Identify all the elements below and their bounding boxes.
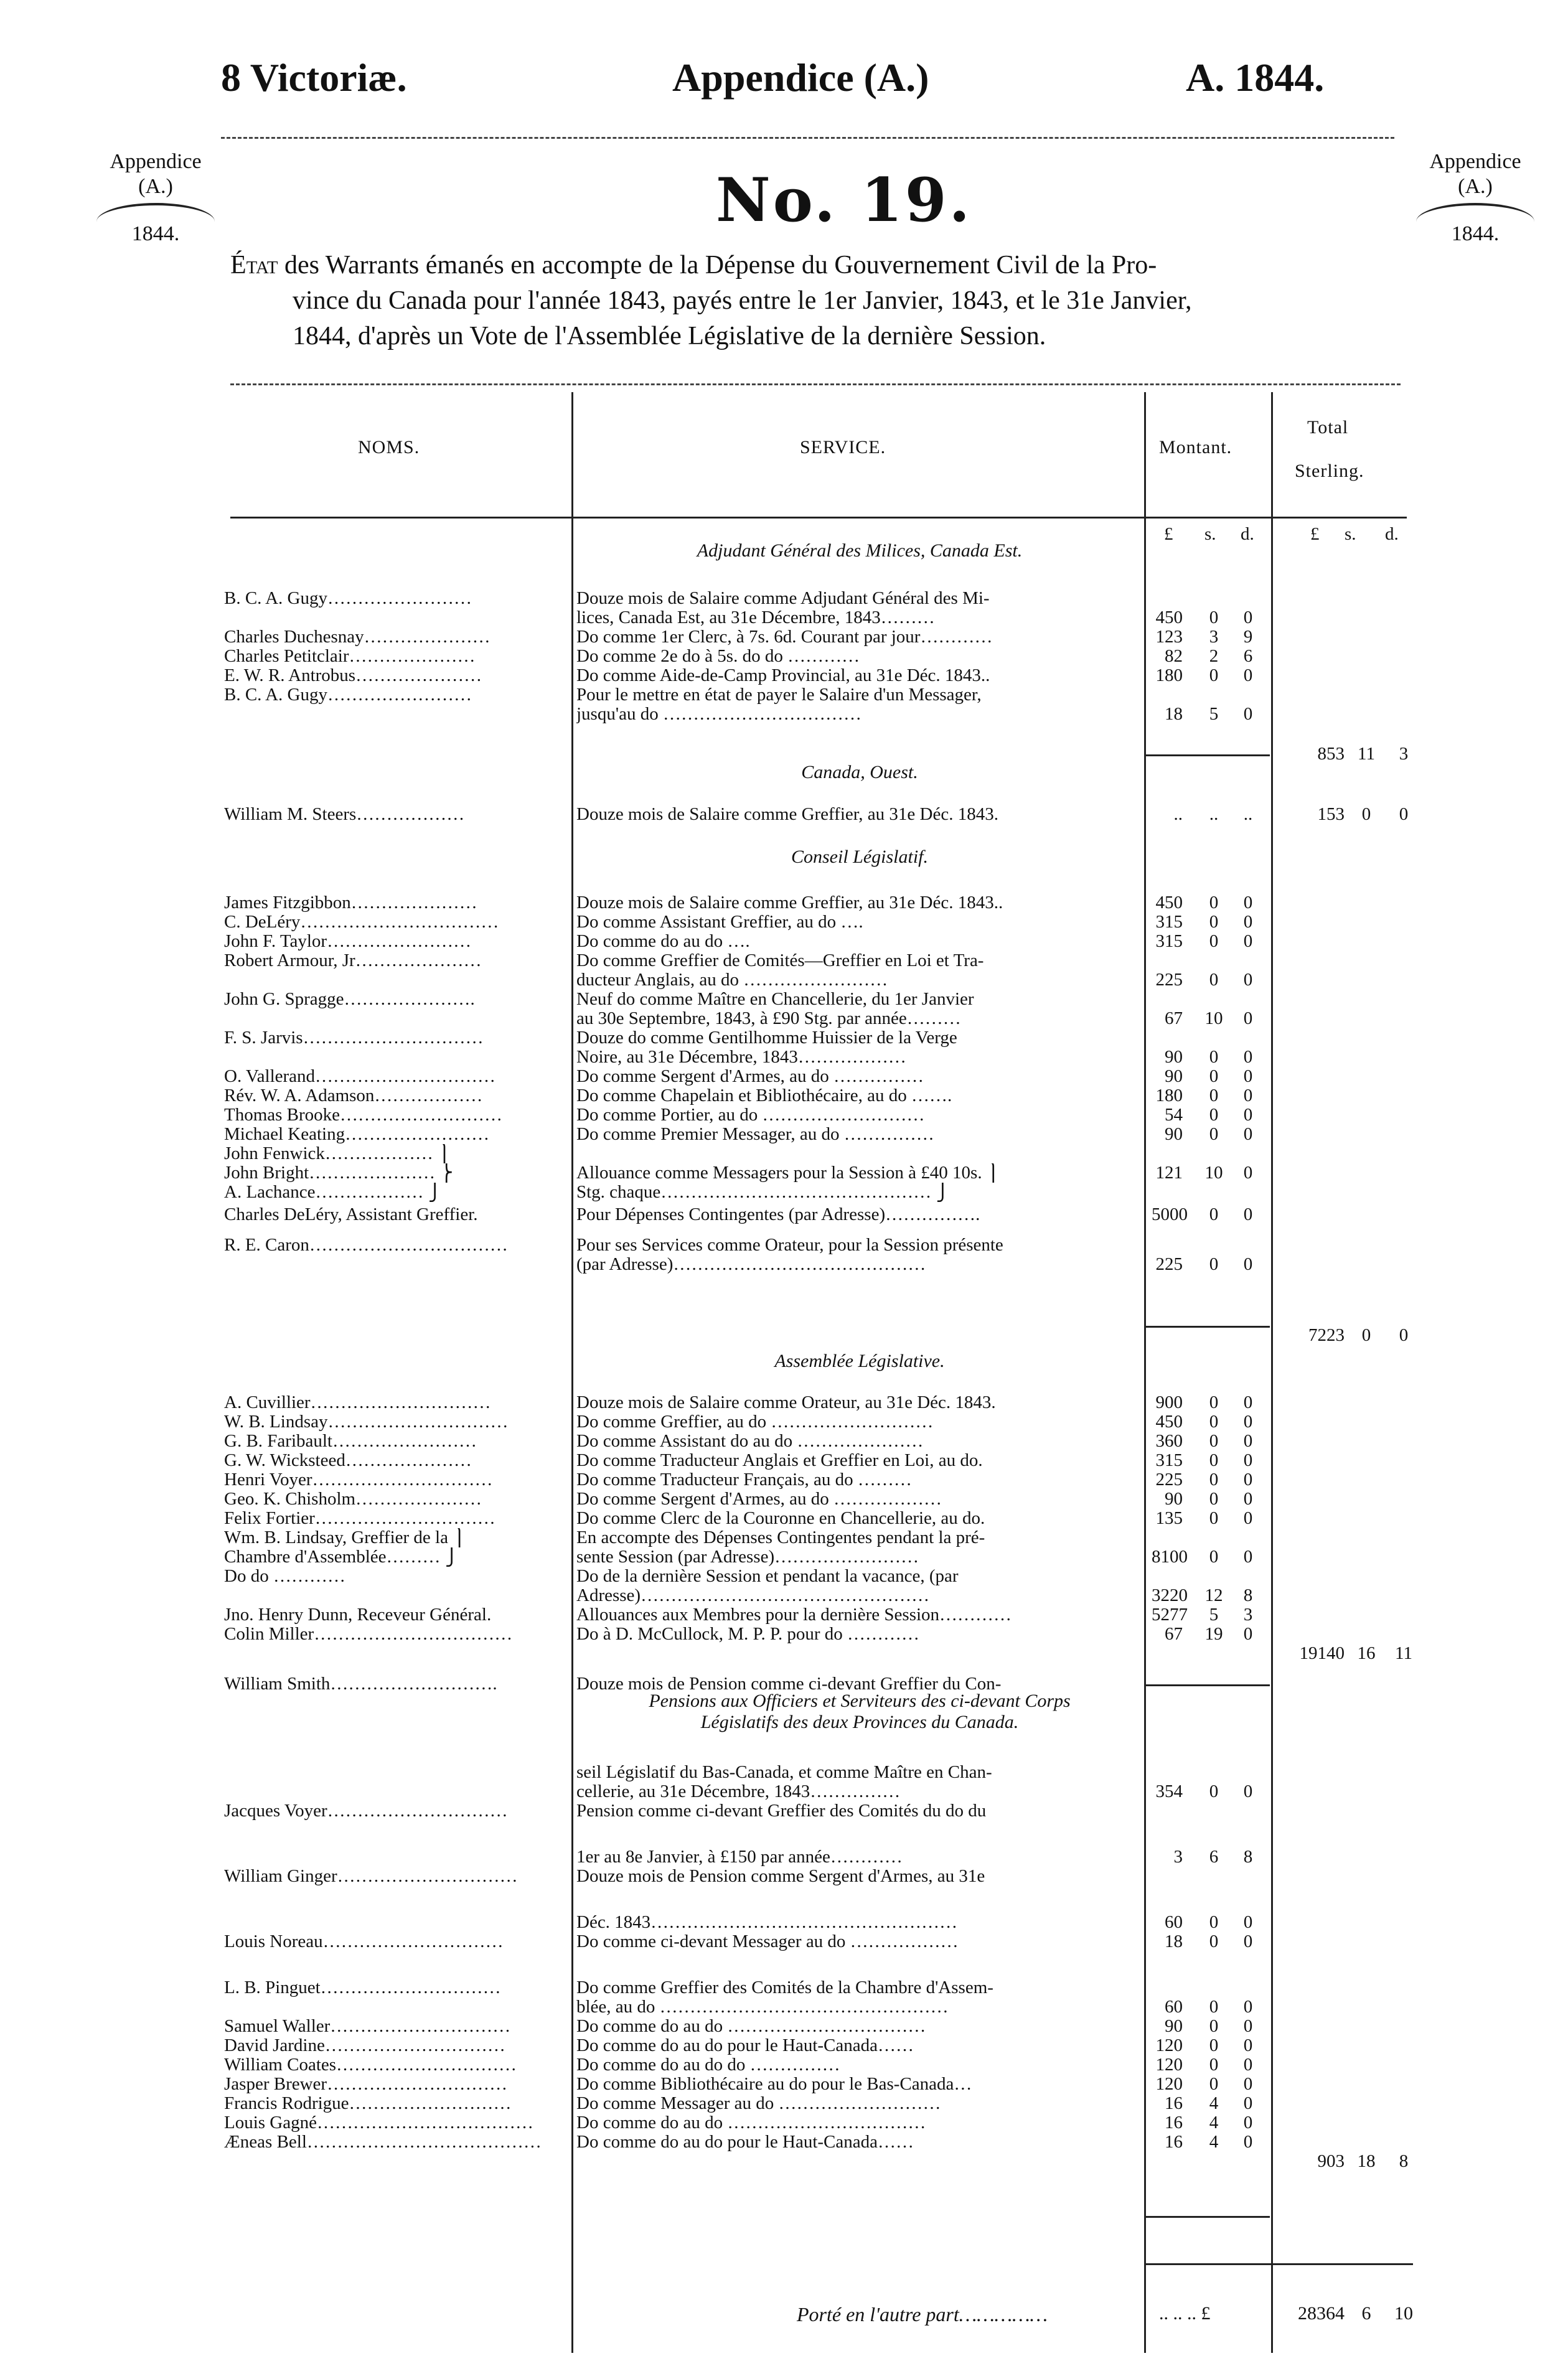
row-service: Douze mois de Pension comme ci-devant Greffier du Con- <box>576 1674 1002 1694</box>
footer-pence: 10 <box>1394 2303 1413 2324</box>
row-amount-pence: 0 <box>1243 1781 1253 1801</box>
row-amount-pence: 0 <box>1243 1624 1253 1644</box>
row-amount-pounds: 180 <box>1155 665 1183 685</box>
col-total-2: Sterling. <box>1295 461 1364 481</box>
row-service: Do comme do au do do …………… <box>576 2055 840 2075</box>
row-name: Wm. B. Lindsay, Greffier de la ⎫ <box>224 1528 466 1547</box>
row-amount-shillings: 0 <box>1209 1392 1219 1412</box>
row-name: Michael Keating…………………… <box>224 1125 490 1144</box>
row-name: David Jardine………………………… <box>224 2036 505 2055</box>
row-amount-pounds: 121 <box>1155 1163 1183 1183</box>
row-name: John Bright………………… ⎬ <box>224 1163 454 1183</box>
subtotal-rule <box>1145 1684 1270 1686</box>
row-total-pounds: 903 <box>1317 2151 1345 2171</box>
row-amount-pounds: .. <box>1173 804 1183 824</box>
row-amount-shillings: 0 <box>1209 2016 1219 2036</box>
row-service: Pour ses Services comme Orateur, pour la Session présente <box>576 1236 1003 1255</box>
row-amount-pence: 0 <box>1243 1124 1253 1144</box>
row-name: Chambre d'Assemblée……… ⎭ <box>224 1547 459 1567</box>
unit-pence-total: d. <box>1385 524 1399 544</box>
row-service: Noire, au 31e Décembre, 1843……………… <box>576 1048 906 1067</box>
row-amount-pounds: 67 <box>1165 1008 1183 1028</box>
row-service: Do comme Portier, au do ……………………… <box>576 1105 925 1125</box>
row-name: William M. Steers……………… <box>224 805 465 824</box>
total-rule <box>1145 2263 1413 2265</box>
row-amount-pence: 0 <box>1243 1066 1253 1086</box>
row-amount-pounds: 900 <box>1155 1392 1183 1412</box>
footer-label: Porté en l'autre part…………… <box>797 2303 1048 2325</box>
row-amount-pounds: 54 <box>1165 1105 1183 1125</box>
row-amount-shillings: 12 <box>1204 1585 1223 1605</box>
row-service: En accompte des Dépenses Contingentes pendant la pré- <box>576 1528 985 1547</box>
row-name: Louis Noreau………………………… <box>224 1932 504 1951</box>
col-montant: Montant. <box>1159 437 1232 458</box>
row-amount-shillings: 0 <box>1209 2055 1219 2075</box>
row-name: A. Cuvillier………………………… <box>224 1393 491 1412</box>
row-name: James Fitzgibbon………………… <box>224 893 477 913</box>
row-amount-pence: 0 <box>1243 1931 1253 1951</box>
row-name: W. B. Lindsay………………………… <box>224 1412 509 1432</box>
row-service: Do comme Assistant do au do ………………… <box>576 1432 924 1451</box>
row-service: Allouance comme Messagers pour la Session à £40 10s. ⎫ <box>576 1163 1000 1183</box>
row-amount-pence: 0 <box>1243 931 1253 951</box>
side-label-sub: (A.) <box>1458 175 1493 198</box>
row-service: Douze mois de Salaire comme Greffier, au 31e Déc. 1843.. <box>576 893 1003 913</box>
row-amount-pence: 0 <box>1243 2016 1253 2036</box>
row-amount-pounds: 16 <box>1165 2132 1183 2152</box>
row-amount-pence: 3 <box>1243 1605 1253 1625</box>
row-service: Do comme do au do …………………………… <box>576 2017 926 2036</box>
row-service: Do comme do au do …………………………… <box>576 2113 926 2133</box>
row-name: E. W. R. Antrobus………………… <box>224 666 482 685</box>
section-heading: Canada, Ouest. <box>801 762 918 782</box>
row-name: Felix Fortier………………………… <box>224 1509 495 1528</box>
subtotal-rule <box>1145 754 1270 756</box>
row-amount-pounds: 450 <box>1155 608 1183 627</box>
row-service: Do comme Messager au do ……………………… <box>576 2094 941 2113</box>
row-amount-shillings: .. <box>1209 804 1219 824</box>
row-amount-pounds: 315 <box>1155 912 1183 932</box>
title-line-2: vince du Canada pour l'année 1843, payés entre le 1er Janvier, 1843, et le 31e Janvier, <box>293 286 1192 315</box>
row-amount-pounds: 67 <box>1165 1624 1183 1644</box>
row-amount-shillings: 3 <box>1209 627 1219 647</box>
row-amount-shillings: 4 <box>1209 2093 1219 2113</box>
col-noms: NOMS. <box>358 437 420 458</box>
col-total-1: Total <box>1307 417 1349 438</box>
row-amount-pounds: 354 <box>1155 1781 1183 1801</box>
row-amount-shillings: 0 <box>1209 1450 1219 1470</box>
row-amount-pounds: 8100 <box>1152 1547 1188 1567</box>
row-amount-pence: 6 <box>1243 646 1253 666</box>
side-label-year: 1844. <box>1451 222 1500 245</box>
row-amount-shillings: 0 <box>1209 608 1219 627</box>
row-name: Jasper Brewer………………………… <box>224 2075 508 2094</box>
side-arc <box>96 203 215 222</box>
row-service: Do comme Sergent d'Armes, au do …………… <box>576 1067 924 1086</box>
row-amount-shillings: 0 <box>1209 1547 1219 1567</box>
row-amount-shillings: 0 <box>1209 1931 1219 1951</box>
row-service: Pour Dépenses Contingentes (par Adresse)……………. <box>576 1205 980 1224</box>
row-service: Adresse)………………………………………… <box>576 1586 930 1605</box>
row-service: Do comme Greffier de Comités—Greffier en Loi et Tra- <box>576 951 984 970</box>
row-total-pence: 8 <box>1399 2151 1409 2171</box>
row-amount-shillings: 4 <box>1209 2132 1219 2152</box>
row-name: Charles Duchesnay………………… <box>224 627 491 647</box>
row-amount-pounds: 3220 <box>1152 1585 1188 1605</box>
side-label-text: Appendice <box>110 150 202 173</box>
row-name: William Smith………………………. <box>224 1674 497 1694</box>
row-amount-shillings: 5 <box>1209 1605 1219 1625</box>
row-amount-shillings: 0 <box>1209 1508 1219 1528</box>
row-amount-pence: 0 <box>1243 2035 1253 2055</box>
row-total-pence: 0 <box>1399 804 1409 824</box>
col-divider-3 <box>1271 392 1273 2353</box>
header-bottom-rule <box>230 517 1407 519</box>
section-heading: Adjudant Général des Milices, Canada Est. <box>697 540 1023 561</box>
row-name: F. S. Jarvis………………………… <box>224 1028 484 1048</box>
row-service: Do à D. McCullock, M. P. P. pour do ………… <box>576 1625 920 1644</box>
subtotal-rule <box>1145 1326 1270 1328</box>
row-amount-pence: 0 <box>1243 665 1253 685</box>
row-amount-shillings: 2 <box>1209 646 1219 666</box>
row-amount-pounds: 16 <box>1165 2093 1183 2113</box>
row-amount-shillings: 4 <box>1209 2113 1219 2133</box>
row-service: Douze mois de Salaire comme Adjudant Général des Mi- <box>576 589 990 608</box>
row-amount-shillings: 0 <box>1209 1412 1219 1432</box>
row-amount-shillings: 0 <box>1209 1912 1219 1932</box>
row-amount-pounds: 225 <box>1155 1470 1183 1490</box>
row-amount-shillings: 0 <box>1209 970 1219 990</box>
row-name: John Fenwick……………… ⎫ <box>224 1144 451 1163</box>
row-name: Colin Miller…………………………… <box>224 1625 513 1644</box>
row-total-pounds: 153 <box>1317 804 1345 824</box>
row-amount-pounds: 450 <box>1155 893 1183 913</box>
row-service: seil Législatif du Bas-Canada, et comme Maître en Chan- <box>576 1763 992 1782</box>
row-name: B. C. A. Gugy…………………… <box>224 685 472 705</box>
row-name: G. W. Wicksteed………………… <box>224 1451 472 1470</box>
row-amount-shillings: 6 <box>1209 1847 1219 1867</box>
row-amount-pounds: 90 <box>1165 2016 1183 2036</box>
row-amount-pence: 0 <box>1243 912 1253 932</box>
row-amount-shillings: 0 <box>1209 1470 1219 1490</box>
row-name: Francis Rodrigue……………………… <box>224 2094 512 2113</box>
row-name: G. B. Faribault…………………… <box>224 1432 477 1451</box>
row-name: Samuel Waller………………………… <box>224 2017 511 2036</box>
row-name: Jacques Voyer………………………… <box>224 1801 508 1821</box>
row-name: L. B. Pinguet………………………… <box>224 1978 501 1997</box>
col-service: SERVICE. <box>800 437 886 458</box>
row-amount-pounds: 18 <box>1165 704 1183 724</box>
header-center: Appendice (A.) <box>672 55 929 100</box>
row-amount-pounds: 60 <box>1165 1912 1183 1932</box>
row-amount-pence: 0 <box>1243 1470 1253 1490</box>
row-service: Douze do comme Gentilhomme Huissier de la Verge <box>576 1028 957 1048</box>
row-amount-pence: 0 <box>1243 2055 1253 2075</box>
row-amount-pence: 0 <box>1243 1912 1253 1932</box>
section-heading: Législatifs des deux Provinces du Canada. <box>700 1712 1019 1732</box>
footer-shillings: 6 <box>1361 2303 1371 2324</box>
row-amount-shillings: 0 <box>1209 1997 1219 2017</box>
row-amount-shillings: 5 <box>1209 704 1219 724</box>
row-amount-pence: 0 <box>1243 1431 1253 1451</box>
row-amount-pounds: 450 <box>1155 1412 1183 1432</box>
row-service: (par Adresse)…………………………………… <box>576 1255 926 1274</box>
row-service: lices, Canada Est, au 31e Décembre, 1843……… <box>576 608 935 627</box>
row-total-shillings: 18 <box>1357 2151 1376 2171</box>
row-amount-pence: 0 <box>1243 1086 1253 1105</box>
side-label-year: 1844. <box>131 222 180 245</box>
row-amount-pence: 0 <box>1243 1105 1253 1125</box>
row-service: Do comme Traducteur Français, au do ……… <box>576 1470 912 1490</box>
row-amount-pounds: 16 <box>1165 2113 1183 2133</box>
row-service: Douze mois de Salaire comme Orateur, au 31e Déc. 1843. <box>576 1393 996 1412</box>
row-service: Do comme 1er Clerc, à 7s. 6d. Courant par jour………… <box>576 627 993 647</box>
row-amount-pence: 0 <box>1243 704 1253 724</box>
header-rule <box>221 137 1394 139</box>
row-amount-pounds: 123 <box>1155 627 1183 647</box>
document-number: No. 19. <box>716 165 972 235</box>
row-amount-pounds: 90 <box>1165 1124 1183 1144</box>
row-total-pence: 0 <box>1399 1325 1409 1345</box>
row-service: Do comme Bibliothécaire au do pour le Bas-Canada… <box>576 2075 972 2094</box>
section-heading: Conseil Législatif. <box>791 847 929 867</box>
row-service: Allouances aux Membres pour la dernière Session………… <box>576 1605 1012 1625</box>
row-amount-pence: 0 <box>1243 1254 1253 1274</box>
row-service: Pension comme ci-devant Greffier des Comités du do du <box>576 1801 987 1821</box>
row-name: William Ginger………………………… <box>224 1867 518 1886</box>
row-service: Do comme do au do …. <box>576 932 750 951</box>
title-rule <box>230 383 1401 385</box>
row-amount-pounds: 60 <box>1165 1997 1183 2017</box>
subtotal-rule <box>1145 2216 1270 2218</box>
row-service: Do comme ci-devant Messager au do ……………… <box>576 1932 959 1951</box>
row-amount-shillings: 0 <box>1209 1066 1219 1086</box>
row-amount-pence: 0 <box>1243 1547 1253 1567</box>
row-service: Pour le mettre en état de payer le Salaire d'un Messager, <box>576 685 982 705</box>
row-service: Do comme do au do pour le Haut-Canada…… <box>576 2133 914 2152</box>
row-amount-pounds: 82 <box>1165 646 1183 666</box>
row-amount-pence: 0 <box>1243 1508 1253 1528</box>
row-name: A. Lachance……………… ⎭ <box>224 1183 442 1202</box>
row-amount-shillings: 0 <box>1209 1431 1219 1451</box>
row-name: John G. Spragge…………………. <box>224 990 475 1009</box>
row-amount-pounds: 5000 <box>1152 1204 1188 1224</box>
title-line-3: 1844, d'après un Vote de l'Assemblée Législative de la dernière Session. <box>293 322 1046 350</box>
row-name: Æneas Bell………………………………… <box>224 2133 542 2152</box>
row-amount-pence: 0 <box>1243 893 1253 913</box>
row-amount-pence: 0 <box>1243 1489 1253 1509</box>
row-service: Do comme Chapelain et Bibliothécaire, au do ……. <box>576 1086 952 1105</box>
row-amount-pounds: 90 <box>1165 1047 1183 1067</box>
row-name: Geo. K. Chisholm………………… <box>224 1490 482 1509</box>
row-service: jusqu'au do …………………………… <box>576 705 861 724</box>
row-amount-pounds: 120 <box>1155 2035 1183 2055</box>
row-name: Jno. Henry Dunn, Receveur Général. <box>224 1605 492 1625</box>
row-amount-pence: 0 <box>1243 1163 1253 1183</box>
row-amount-pence: 0 <box>1243 2074 1253 2094</box>
row-name: Do do ………… <box>224 1567 345 1586</box>
section-heading: Assemblée Législative. <box>774 1351 945 1371</box>
row-amount-pounds: 135 <box>1155 1508 1183 1528</box>
row-total-shillings: 0 <box>1361 1325 1371 1345</box>
row-name: Charles Petitclair………………… <box>224 647 476 666</box>
row-service: cellerie, au 31e Décembre, 1843…………… <box>576 1782 901 1801</box>
row-name: C. DeLéry…………………………… <box>224 913 499 932</box>
row-name: Louis Gagné……………………………… <box>224 2113 533 2133</box>
row-amount-pence: 0 <box>1243 1450 1253 1470</box>
row-amount-pence: 0 <box>1243 2113 1253 2133</box>
row-service: sente Session (par Adresse)…………………… <box>576 1547 919 1567</box>
row-amount-pence: 0 <box>1243 1008 1253 1028</box>
row-amount-shillings: 0 <box>1209 665 1219 685</box>
row-service: blée, au do ………………………………………… <box>576 1997 949 2017</box>
row-service: Stg. chaque……………………………………… ⎭ <box>576 1183 950 1202</box>
row-amount-shillings: 19 <box>1204 1624 1223 1644</box>
side-label-sub: (A.) <box>138 175 173 198</box>
row-amount-shillings: 0 <box>1209 1781 1219 1801</box>
row-total-pounds: 853 <box>1317 744 1345 764</box>
row-amount-pounds: 3 <box>1173 1847 1183 1867</box>
col-divider-2 <box>1144 392 1146 2353</box>
row-amount-shillings: 0 <box>1209 1047 1219 1067</box>
row-amount-shillings: 0 <box>1209 2074 1219 2094</box>
row-amount-pence: 0 <box>1243 608 1253 627</box>
row-amount-pounds: 90 <box>1165 1066 1183 1086</box>
row-amount-pounds: 225 <box>1155 1254 1183 1274</box>
section-heading: Pensions aux Officiers et Serviteurs des ci-devant Corps <box>649 1691 1071 1711</box>
unit-pence-montant: d. <box>1241 524 1254 544</box>
side-label-right <box>1413 149 1537 246</box>
row-amount-pounds: 360 <box>1155 1431 1183 1451</box>
row-amount-pounds: 90 <box>1165 1489 1183 1509</box>
row-name: Rév. W. A. Adamson……………… <box>224 1086 483 1105</box>
row-service: Neuf do comme Maître en Chancellerie, du 1er Janvier <box>576 990 974 1009</box>
row-amount-shillings: 0 <box>1209 912 1219 932</box>
row-amount-shillings: 0 <box>1209 1204 1219 1224</box>
row-amount-shillings: 0 <box>1209 1086 1219 1105</box>
row-name: O. Vallerand………………………… <box>224 1067 496 1086</box>
etat-word: État <box>230 251 278 279</box>
row-amount-pence: 8 <box>1243 1847 1253 1867</box>
unit-pound-total: £ <box>1310 524 1320 544</box>
header-left: 8 Victoriæ. <box>221 55 407 100</box>
side-arc <box>1416 203 1534 222</box>
row-total-shillings: 16 <box>1357 1643 1376 1663</box>
row-amount-pounds: 120 <box>1155 2074 1183 2094</box>
row-service: Douze mois de Pension comme Sergent d'Armes, au 31e <box>576 1867 985 1886</box>
row-name: R. E. Caron…………………………… <box>224 1236 508 1255</box>
side-label-text: Appendice <box>1429 150 1521 173</box>
header-right: A. 1844. <box>1186 55 1325 100</box>
row-service: Douze mois de Salaire comme Greffier, au 31e Déc. 1843. <box>576 805 998 824</box>
row-name: Thomas Brooke……………………… <box>224 1105 503 1125</box>
row-amount-pence: 0 <box>1243 2132 1253 2152</box>
row-name: B. C. A. Gugy…………………… <box>224 589 472 608</box>
row-service: Do comme Aide-de-Camp Provincial, au 31e Déc. 1843.. <box>576 666 990 685</box>
side-label-left <box>93 149 218 246</box>
row-amount-pence: 0 <box>1243 1204 1253 1224</box>
row-amount-pence: 0 <box>1243 2093 1253 2113</box>
row-amount-pounds: 18 <box>1165 1931 1183 1951</box>
row-service: Déc. 1843…………………………………………… <box>576 1913 958 1932</box>
row-amount-pence: .. <box>1243 804 1253 824</box>
row-service: au 30e Septembre, 1843, à £90 Stg. par année……… <box>576 1009 961 1028</box>
row-service: Do comme 2e do à 5s. do do ………… <box>576 647 860 666</box>
row-amount-shillings: 0 <box>1209 1254 1219 1274</box>
row-service: Do comme Greffier des Comités de la Chambre d'Assem- <box>576 1978 993 1997</box>
row-service: 1er au 8e Janvier, à £150 par année………… <box>576 1847 903 1867</box>
row-amount-pounds: 225 <box>1155 970 1183 990</box>
row-amount-shillings: 0 <box>1209 1124 1219 1144</box>
row-amount-shillings: 0 <box>1209 1105 1219 1125</box>
row-amount-pence: 8 <box>1243 1585 1253 1605</box>
row-amount-pence: 0 <box>1243 1997 1253 2017</box>
row-total-shillings: 11 <box>1358 744 1375 764</box>
row-amount-pounds: 315 <box>1155 1450 1183 1470</box>
row-amount-pounds: 5277 <box>1152 1605 1188 1625</box>
unit-pound-montant: £ <box>1164 524 1173 544</box>
row-amount-shillings: 10 <box>1204 1163 1223 1183</box>
row-service: Do comme Premier Messager, au do …………… <box>576 1125 934 1144</box>
footer-dots: .. .. .. £ <box>1159 2303 1211 2324</box>
row-amount-pounds: 120 <box>1155 2055 1183 2075</box>
row-amount-shillings: 10 <box>1204 1008 1223 1028</box>
row-amount-pounds: 315 <box>1155 931 1183 951</box>
row-total-shillings: 0 <box>1361 804 1371 824</box>
title-text-1: des Warrants émanés en accompte de la Dépense du Gouvernement Civil de la Pro- <box>284 251 1157 279</box>
row-total-pounds: 7223 <box>1308 1325 1345 1345</box>
row-service: Do comme Sergent d'Armes, au do ……………… <box>576 1490 942 1509</box>
row-name: Charles DeLéry, Assistant Greffier. <box>224 1205 478 1224</box>
row-amount-shillings: 0 <box>1209 893 1219 913</box>
row-service: Do comme Clerc de la Couronne en Chancellerie, au do. <box>576 1509 985 1528</box>
row-amount-pence: 0 <box>1243 970 1253 990</box>
row-service: Do comme Assistant Greffier, au do …. <box>576 913 863 932</box>
row-name: John F. Taylor…………………… <box>224 932 472 951</box>
title-line-1 <box>230 248 1407 283</box>
row-service: Do comme Traducteur Anglais et Greffier en Loi, au do. <box>576 1451 983 1470</box>
row-service: ducteur Anglais, au do …………………… <box>576 970 888 990</box>
row-name: Henri Voyer………………………… <box>224 1470 493 1490</box>
row-amount-shillings: 0 <box>1209 2035 1219 2055</box>
row-total-pence: 3 <box>1399 744 1409 764</box>
row-amount-shillings: 0 <box>1209 931 1219 951</box>
row-name: William Coates………………………… <box>224 2055 517 2075</box>
row-amount-pence: 0 <box>1243 1047 1253 1067</box>
row-service: Do de la dernière Session et pendant la vacance, (par <box>576 1567 959 1586</box>
row-amount-pence: 0 <box>1243 1412 1253 1432</box>
row-name: Robert Armour, Jr………………… <box>224 951 482 970</box>
row-service: Do comme Greffier, au do ……………………… <box>576 1412 934 1432</box>
row-amount-pounds: 180 <box>1155 1086 1183 1105</box>
row-total-pounds: 19140 <box>1299 1643 1345 1663</box>
unit-shilling-total: s. <box>1345 524 1356 544</box>
row-amount-pence: 0 <box>1243 1392 1253 1412</box>
row-service: Do comme do au do pour le Haut-Canada…… <box>576 2036 914 2055</box>
row-total-pence: 11 <box>1395 1643 1412 1663</box>
footer-pounds: 28364 <box>1298 2303 1345 2324</box>
row-amount-pence: 9 <box>1243 627 1253 647</box>
unit-shilling-montant: s. <box>1204 524 1216 544</box>
row-amount-shillings: 0 <box>1209 1489 1219 1509</box>
